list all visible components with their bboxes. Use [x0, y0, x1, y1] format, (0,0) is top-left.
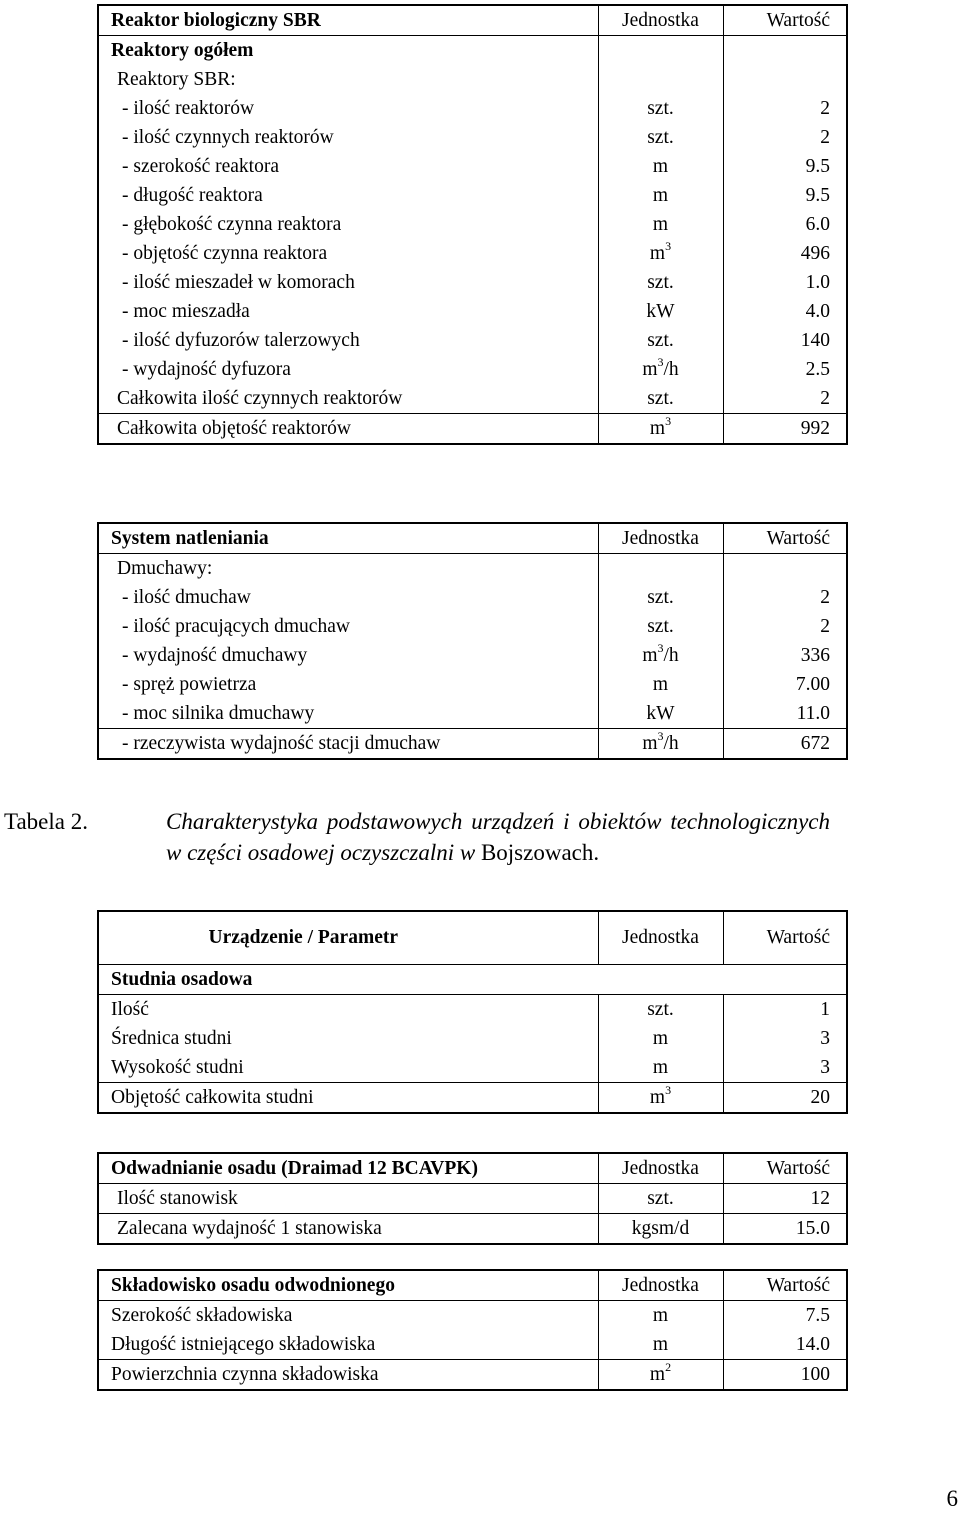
row-unit: $m^2$ — [598, 1360, 723, 1391]
sludge-dewatering-table — [97, 1152, 848, 1245]
row-unit: szt. — [598, 1184, 723, 1214]
row-value: 15.0 — [723, 1214, 847, 1245]
table-row — [98, 612, 847, 641]
row-label: - ilość pracujących dmuchaw — [122, 616, 350, 637]
row-label: - wydajność dyfuzora — [122, 359, 291, 380]
row-label: - moc mieszadła — [122, 301, 250, 322]
row-unit: kW — [598, 297, 723, 326]
value-column-header: Wartość — [723, 1153, 847, 1184]
total-row — [98, 1214, 847, 1245]
row-unit: szt. — [598, 326, 723, 355]
table-header-row — [98, 523, 847, 554]
caption-text: Charakterystyka podstawowych urządzeń i obiektów technologicznych w części osadowej oczyszczalni w Bojszowach. — [166, 809, 830, 865]
row-unit: $m^3$ — [598, 239, 723, 268]
value-column-header: Wartość — [723, 911, 847, 965]
table-row — [98, 297, 847, 326]
total-row — [98, 414, 847, 445]
unit-column-header: Jednostka — [598, 911, 723, 965]
aeration-system-table — [97, 522, 848, 760]
row-unit: szt. — [598, 268, 723, 297]
row-value: 496 — [800, 243, 830, 264]
row-label: Średnica studni — [111, 1028, 232, 1049]
row-label: Objętość całkowita studni — [98, 1083, 598, 1114]
row-value: 12 — [810, 1188, 830, 1209]
subsection-label: Dmuchawy: — [117, 558, 213, 579]
row-value: 3 — [820, 1057, 830, 1078]
row-unit: $m^3/h$ — [598, 641, 723, 670]
row-value: 2 — [820, 616, 830, 637]
subsection-label: Reaktory SBR: — [117, 69, 236, 90]
row-label: Powierzchnia czynna składowiska — [98, 1360, 598, 1391]
table-row — [98, 1184, 847, 1214]
unit-column-header: Jednostka — [598, 523, 723, 554]
row-value: 14.0 — [795, 1334, 830, 1355]
table-row — [98, 326, 847, 355]
row-unit: kgsm/d — [598, 1214, 723, 1245]
table-row — [98, 210, 847, 239]
table-row — [98, 1024, 847, 1053]
table-row — [98, 1330, 847, 1360]
table-row — [98, 268, 847, 297]
row-value: 3 — [820, 1028, 830, 1049]
row-value: 2 — [820, 98, 830, 119]
dewatered-sludge-storage-table — [97, 1269, 848, 1391]
row-value: 9.5 — [805, 185, 830, 206]
row-label: - ilość reaktorów — [122, 98, 255, 119]
row-unit: $m^3/h$ — [598, 355, 723, 384]
row-value: 672 — [723, 729, 847, 760]
section-label: Reaktory ogółem — [111, 40, 254, 61]
row-label: - ilość czynnych reaktorów — [122, 127, 334, 148]
row-label: Zalecana wydajność 1 stanowiska — [98, 1214, 598, 1245]
row-value: 336 — [800, 645, 830, 666]
row-value: 7.5 — [805, 1305, 830, 1326]
row-value: 7.00 — [795, 674, 830, 695]
row-unit: m — [598, 1301, 723, 1331]
table-row — [98, 641, 847, 670]
row-value: 11.0 — [796, 703, 830, 724]
row-unit: m — [598, 210, 723, 239]
row-value: 992 — [723, 414, 847, 445]
row-value: 100 — [723, 1360, 847, 1391]
unit-column-header: Jednostka — [598, 1270, 723, 1301]
row-label: - moc silnika dmuchawy — [122, 703, 315, 724]
table-row — [98, 995, 847, 1025]
section-row — [98, 965, 847, 995]
row-unit: szt. — [598, 612, 723, 641]
row-label: - wydajność dmuchawy — [122, 645, 308, 666]
row-value: 2.5 — [805, 359, 830, 380]
sbr-reactor-table — [97, 4, 848, 445]
row-label: - długość reaktora — [122, 185, 263, 206]
table-title: Odwadnianie osadu (Draimad 12 BCAVPK) — [98, 1153, 598, 1184]
row-label: Całkowita objętość reaktorów — [98, 414, 598, 445]
row-value: 1 — [820, 999, 830, 1020]
row-unit: $m^3$ — [598, 414, 723, 445]
row-label: - ilość dyfuzorów talerzowych — [122, 330, 360, 351]
subsection-row — [98, 554, 847, 584]
caption-label: Tabela 2. — [4, 809, 88, 834]
row-unit: szt. — [598, 583, 723, 612]
row-label: - ilość mieszadeł w komorach — [122, 272, 355, 293]
row-unit: m — [598, 152, 723, 181]
section-row — [98, 36, 847, 66]
value-column-header: Wartość — [723, 1270, 847, 1301]
table-row — [98, 181, 847, 210]
table-row — [98, 123, 847, 152]
subsection-row — [98, 65, 847, 94]
row-label: Wysokość studni — [111, 1057, 244, 1078]
total-row — [98, 1083, 847, 1114]
row-value: 1.0 — [805, 272, 830, 293]
row-unit: $m^3/h$ — [598, 729, 723, 760]
row-value: 2 — [820, 127, 830, 148]
row-label: - rzeczywista wydajność stacji dmuchaw — [98, 729, 598, 760]
row-unit: kW — [598, 699, 723, 729]
value-column-header: Wartość — [723, 523, 847, 554]
table-row — [98, 670, 847, 699]
row-unit: m — [598, 1024, 723, 1053]
unit-column-header: Jednostka — [598, 5, 723, 36]
table-row — [98, 699, 847, 729]
row-value: 4.0 — [805, 301, 830, 322]
table-header-row — [98, 911, 847, 965]
row-unit: m — [598, 670, 723, 699]
table-row — [98, 583, 847, 612]
page-number: 6 — [946, 1486, 958, 1511]
table-row — [98, 355, 847, 384]
row-label: - ilość dmuchaw — [122, 587, 251, 608]
row-unit: m — [598, 1330, 723, 1360]
row-value: 9.5 — [805, 156, 830, 177]
table-row — [98, 239, 847, 268]
row-value: 20 — [723, 1083, 847, 1114]
row-unit: szt. — [598, 123, 723, 152]
row-unit: m — [598, 1053, 723, 1083]
row-value: 2 — [820, 388, 830, 409]
settling-well-table — [97, 910, 848, 1114]
row-label: Długość istniejącego składowiska — [111, 1334, 376, 1355]
row-label: - objętość czynna reaktora — [122, 243, 328, 264]
table-header-row — [98, 1270, 847, 1301]
table-row — [98, 152, 847, 181]
row-label: - szerokość reaktora — [122, 156, 279, 177]
row-label: Całkowita ilość czynnych reaktorów — [117, 388, 403, 409]
table-header-row — [98, 1153, 847, 1184]
row-unit: m — [598, 181, 723, 210]
row-value: 140 — [800, 330, 830, 351]
row-label: - głębokość czynna reaktora — [122, 214, 342, 235]
row-unit: szt. — [598, 94, 723, 123]
row-value: 6.0 — [805, 214, 830, 235]
table-row — [98, 384, 847, 414]
row-unit: szt. — [598, 384, 723, 414]
row-unit: szt. — [598, 995, 723, 1025]
section-label: Studnia osadowa — [98, 965, 847, 995]
table-row — [98, 1053, 847, 1083]
row-label: Ilość — [111, 999, 149, 1020]
table-row — [98, 1360, 847, 1391]
value-column-header: Wartość — [723, 5, 847, 36]
table-title: Składowisko osadu odwodnionego — [98, 1270, 598, 1301]
row-unit: $m^3$ — [598, 1083, 723, 1114]
table-row — [98, 94, 847, 123]
row-label: - spręż powietrza — [122, 674, 257, 695]
table-title: System natleniania — [98, 523, 598, 554]
unit-column-header: Jednostka — [598, 1153, 723, 1184]
row-value: 2 — [820, 587, 830, 608]
row-label: Ilość stanowisk — [117, 1188, 238, 1209]
row-label: Szerokość składowiska — [111, 1305, 293, 1326]
table-header-row — [98, 5, 847, 36]
total-row — [98, 729, 847, 760]
parameter-column-header: Urządzenie / Parametr — [98, 911, 598, 965]
table-row — [98, 1301, 847, 1331]
table-title: Reaktor biologiczny SBR — [98, 5, 598, 36]
